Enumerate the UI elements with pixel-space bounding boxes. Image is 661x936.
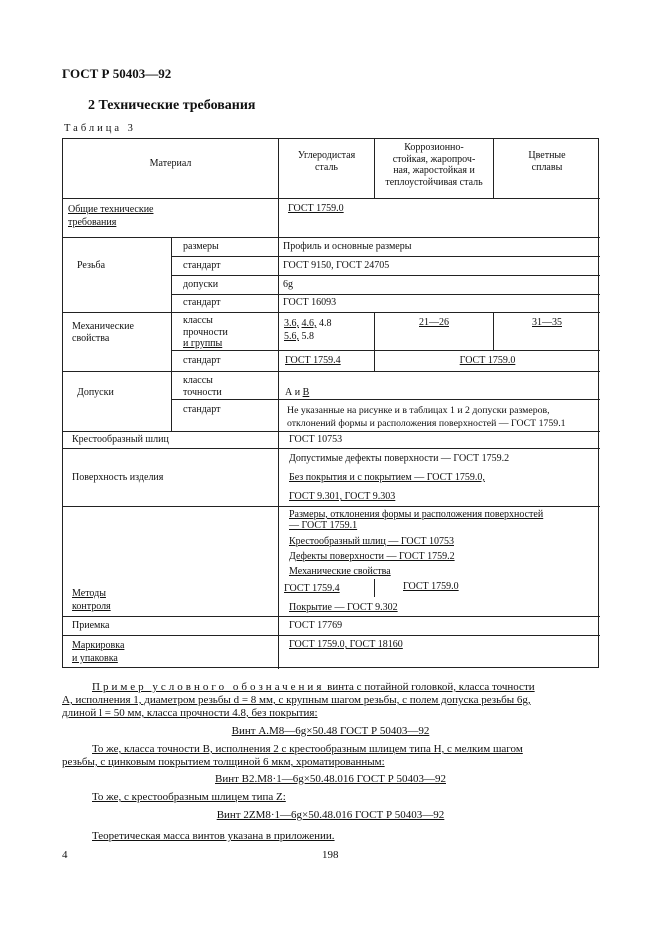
- thread-tolerance-label: допуски: [183, 279, 219, 290]
- example-line-3: длиной l = 50 мм, класса прочности 4.8, без покрытия:: [62, 707, 318, 719]
- tol-cls-1: классы: [183, 375, 213, 386]
- general-label-1: Общие технические: [68, 204, 154, 215]
- header-color-2: сплавы: [531, 161, 563, 173]
- designation-1: Винт А.М8—6g×50.48 ГОСТ Р 50403—92: [231, 725, 430, 737]
- designation-2: Винт В2.М8·1—6g×50.48.016 ГОСТ Р 50403—92: [215, 773, 446, 785]
- tol-val-a: А и: [285, 387, 301, 398]
- general-label-2: требования: [68, 217, 117, 228]
- cross-slot-label: Крестообразный шлиц: [72, 434, 169, 445]
- marking-label: [72, 639, 124, 665]
- example-line-5: резьбы, с цинковым покрытием толщиной 6 мкм, хроматированным:: [62, 756, 385, 768]
- header-corr-4: теплоустойчивая сталь: [385, 176, 483, 188]
- mech-cls-1: классы: [183, 315, 213, 326]
- thread-standard-value: ГОСТ 9150, ГОСТ 24705: [283, 260, 390, 271]
- mech-label-1: Механические: [72, 321, 134, 332]
- mech-label-2: свойства: [72, 332, 110, 344]
- methods-cross-slot: Крестообразный шлиц — ГОСТ 10753: [289, 536, 454, 547]
- acceptance-label: Приемка: [72, 620, 110, 631]
- tol-val-b: В: [302, 387, 310, 398]
- accuracy-classes-value: [285, 387, 309, 399]
- methods-v1: Размеры, отклонения формы и расположения поверхностей: [289, 509, 544, 520]
- class-5-6: 5.6,: [284, 331, 299, 342]
- cross-slot-value: ГОСТ 10753: [289, 434, 343, 445]
- header-carbon-steel: [279, 150, 374, 173]
- surface-label: Поверхность изделия: [72, 472, 164, 483]
- section-title: 2 Технические требования: [88, 98, 256, 113]
- mech-carbon-classes: [284, 317, 332, 343]
- marking-label-2: и упаковка: [72, 653, 118, 664]
- standard-number: ГОСТ Р 50403—92: [62, 66, 172, 81]
- tol-std-val-2: отклонений формы и расположения поверхностей — ГОСТ 1759.1: [287, 418, 566, 429]
- mech-color-groups: 31—35: [532, 317, 562, 328]
- header-material: Материал: [149, 158, 192, 169]
- surface-coating: Без покрытия и с покрытием — ГОСТ 1759.0,: [289, 472, 485, 483]
- class-3-6: 3.6,: [284, 318, 299, 329]
- page-number-center: 198: [322, 849, 339, 861]
- thread-standard-label: стандарт: [183, 260, 221, 271]
- marking-label-1: Маркировка: [72, 640, 125, 651]
- mass-note: Теоретическая масса винтов указана в приложении.: [92, 830, 335, 842]
- methods-surface-defects: Дефекты поверхности — ГОСТ 1759.2: [289, 551, 455, 562]
- thread-tolerance-standard-value: ГОСТ 16093: [283, 297, 337, 308]
- mechanical-label: [72, 321, 134, 344]
- example-heading: Пример условного обозначения: [92, 681, 325, 693]
- methods-label-2: контроля: [72, 601, 111, 612]
- mech-cls-2: прочности: [183, 326, 228, 338]
- tol-std-val-1: Не указанные на рисунке и в таблицах 1 и 2 допуски размеров,: [287, 405, 550, 416]
- thread-sizes-value: Профиль и основные размеры: [283, 241, 412, 252]
- acceptance-value: ГОСТ 17769: [289, 620, 343, 631]
- designation-3: Винт 2ZM8·1—6g×50.48.016 ГОСТ Р 50403—92: [216, 809, 445, 821]
- example-line-2: А, исполнения 1, диаметром резьбы d = 8 мм, с крупным шагом резьбы, с полем допуска резьбы 6g,: [62, 694, 531, 706]
- methods-coating: Покрытие — ГОСТ 9.302: [289, 602, 398, 613]
- example-line-4: То же, класса точности В, исполнения 2 с крестообразным шлицем типа Н, с мелким шагом: [92, 743, 523, 755]
- thread-tolerance-standard-label: стандарт: [183, 297, 221, 308]
- accuracy-classes-label: [183, 375, 222, 398]
- class-4-8: 4.8: [319, 318, 332, 329]
- class-5-8: 5.8: [301, 331, 314, 342]
- methods-mechanical: Механические свойства: [289, 566, 391, 577]
- marking-value: ГОСТ 1759.0, ГОСТ 18160: [289, 639, 403, 650]
- general-requirements-value: ГОСТ 1759.0: [288, 203, 344, 214]
- requirements-table: [62, 138, 599, 668]
- tolerances-standard-label: стандарт: [183, 404, 221, 415]
- tolerances-standard-value: [287, 404, 566, 430]
- example-line-6: То же, с крестообразным шлицем типа Z:: [92, 791, 286, 803]
- methods-dimensions: [289, 509, 543, 531]
- mech-standard-carbon: ГОСТ 1759.4: [285, 355, 341, 366]
- header-carbon-1: Углеродистая: [297, 150, 356, 161]
- surface-coating-standards: ГОСТ 9.301, ГОСТ 9.303: [289, 491, 396, 502]
- example-line-1: [92, 681, 535, 693]
- surface-defects: Допустимые дефекты поверхности — ГОСТ 1759.2: [289, 453, 510, 464]
- header-corr-2: стойкая, жаропроч-: [392, 153, 476, 165]
- mech-corrosion-groups: 21—26: [419, 317, 449, 328]
- example-l1-rest: винта с потайной головкой, класса точности: [324, 681, 535, 693]
- mech-standard-other: ГОСТ 1759.0: [459, 355, 516, 366]
- header-corrosion-steel: [375, 142, 493, 188]
- table-caption: Таблица 3: [64, 123, 136, 134]
- header-carbon-2: сталь: [314, 161, 338, 173]
- mech-cls-3: и группы: [183, 338, 223, 349]
- methods-label-1: Методы: [72, 588, 106, 599]
- header-corr-1: Коррозионно-: [404, 142, 464, 153]
- general-requirements-label: [68, 203, 153, 229]
- tolerances-label: Допуски: [77, 387, 114, 398]
- thread-tolerance-value: 6g: [283, 279, 293, 290]
- methods-mech-other: ГОСТ 1759.0: [403, 581, 459, 592]
- header-color-alloys: [494, 150, 600, 173]
- class-4-6: 4.6,: [301, 318, 317, 329]
- strength-classes-label: [183, 315, 228, 350]
- tol-cls-2: точности: [183, 386, 222, 398]
- methods-v2: — ГОСТ 1759.1: [289, 520, 358, 531]
- methods-label: [72, 587, 111, 613]
- mech-standard-label: стандарт: [183, 355, 221, 366]
- methods-mech-carbon: ГОСТ 1759.4: [284, 583, 340, 594]
- page-number-left: 4: [62, 849, 68, 861]
- header-corr-3: ная, жаростойкая и: [393, 165, 475, 176]
- header-color-1: Цветные: [528, 150, 566, 161]
- thread-label: Резьба: [77, 260, 106, 271]
- thread-sizes-label: размеры: [183, 241, 219, 252]
